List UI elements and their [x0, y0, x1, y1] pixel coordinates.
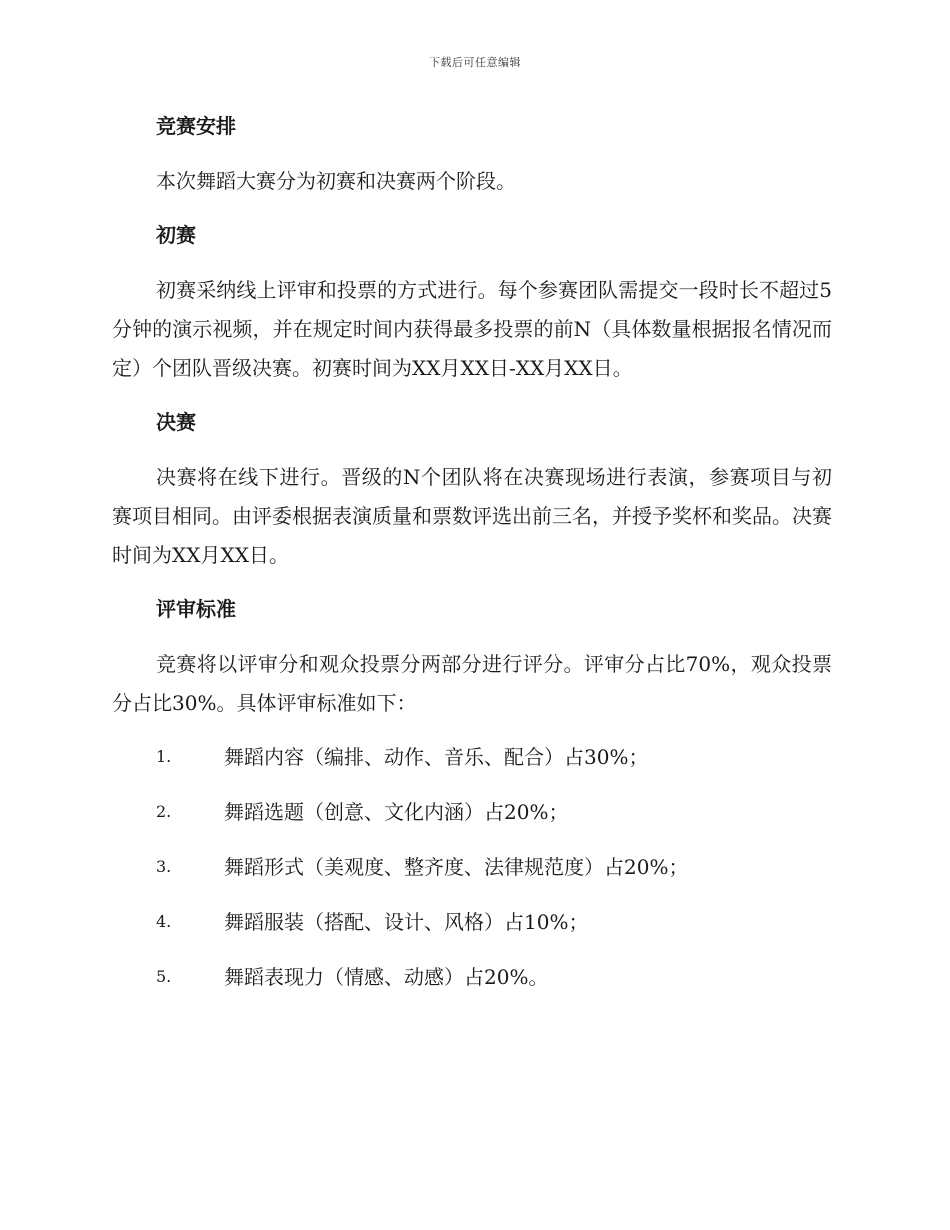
heading-criteria: 评审标准 — [156, 597, 236, 621]
list-item — [112, 849, 832, 904]
list-item — [112, 739, 832, 794]
list-item-number: 3. — [156, 857, 172, 876]
criteria-list — [112, 739, 832, 1014]
document-body — [112, 108, 832, 1014]
list-item — [112, 904, 832, 959]
page-header: 下载后可任意编辑 — [429, 56, 521, 69]
heading-arrangement: 竞赛安排 — [156, 114, 236, 138]
para-preliminary: 初赛采纳线上评审和投票的方式进行。每个参赛团队需提交一段时长不超过5分钟的演示视频，并在规定时间内获得最多投票的前N（具体数量根据报名情况而定）个团队晋级决赛。初赛时间为XX月XX日-XX月XX日。 — [112, 278, 832, 380]
heading-preliminary: 初赛 — [156, 223, 196, 247]
list-item-text: 舞蹈内容（编排、动作、音乐、配合）占30%； — [224, 745, 649, 769]
para-final: 决赛将在线下进行。晋级的N个团队将在决赛现场进行表演，参赛项目与初赛项目相同。由评委根据表演质量和票数评选出前三名，并授予奖杯和奖品。决赛时间为XX月XX日。 — [112, 465, 832, 567]
list-item-text: 舞蹈表现力（情感、动感）占20%。 — [224, 965, 549, 989]
list-item-number: 2. — [156, 802, 172, 821]
list-item — [112, 959, 832, 1014]
heading-final: 决赛 — [156, 410, 196, 434]
list-item-number: 1. — [156, 747, 172, 766]
list-item-text: 舞蹈服装（搭配、设计、风格）占10%； — [224, 910, 589, 934]
para-arrangement: 本次舞蹈大赛分为初赛和决赛两个阶段。 — [156, 169, 516, 193]
para-criteria: 竞赛将以评审分和观众投票分两部分进行评分。评审分占比70%，观众投票分占比30%。具体评审标准如下： — [112, 652, 832, 715]
list-item-number: 4. — [156, 912, 172, 931]
list-item-text: 舞蹈选题（创意、文化内涵）占20%； — [224, 800, 569, 824]
list-item-number: 5. — [156, 967, 172, 986]
list-item-text: 舞蹈形式（美观度、整齐度、法律规范度）占20%； — [224, 855, 689, 879]
list-item — [112, 794, 832, 849]
